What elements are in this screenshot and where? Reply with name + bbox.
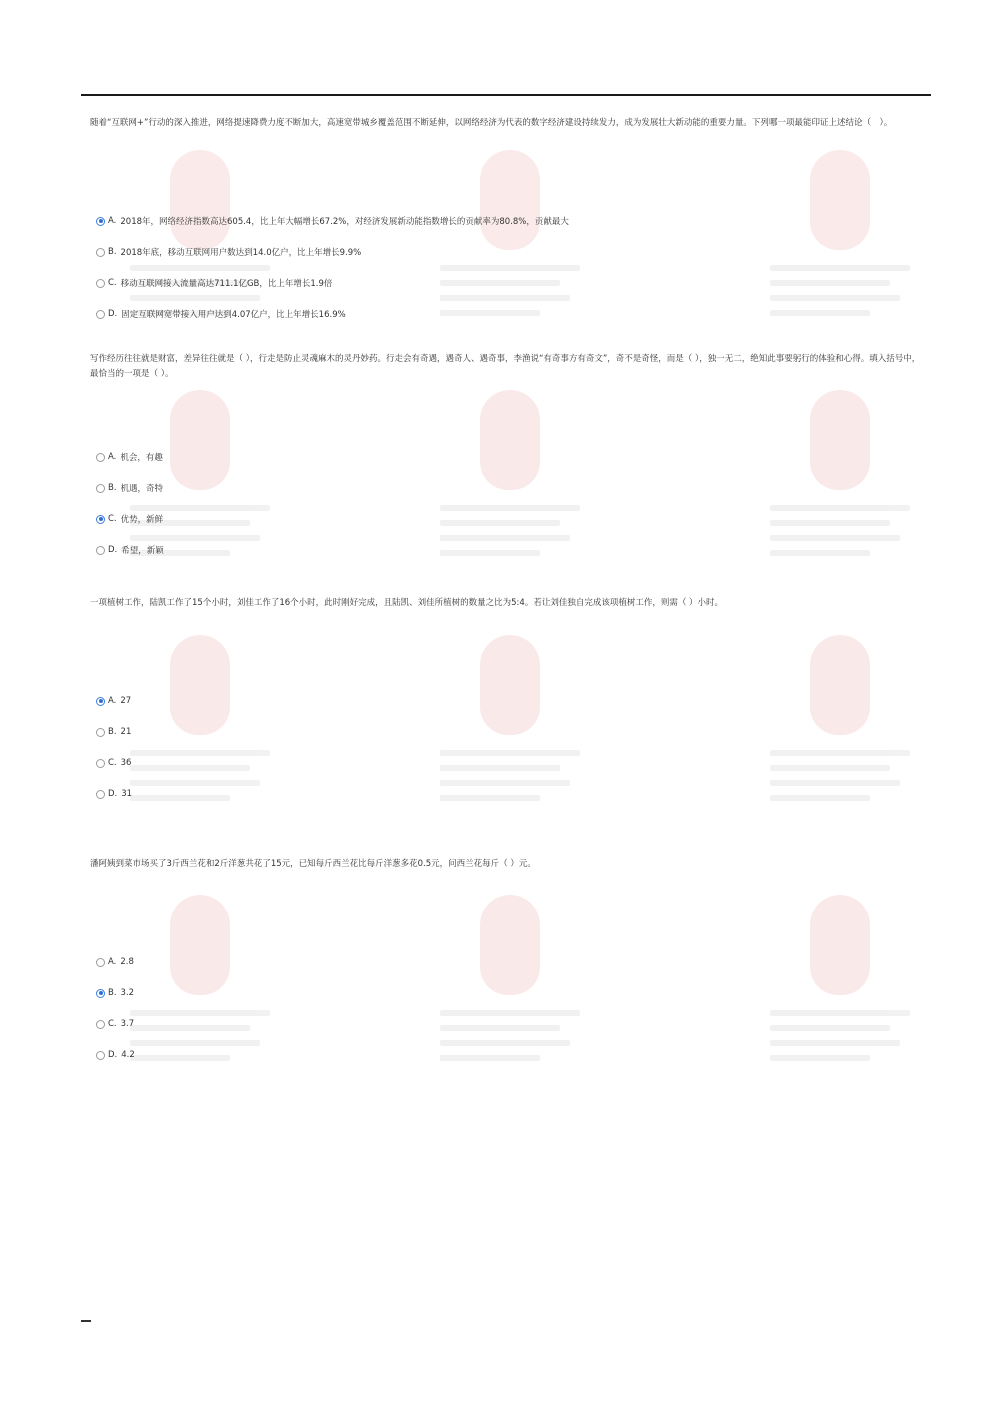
option-text: 3.2 [120, 988, 135, 998]
option-c[interactable] [96, 758, 131, 768]
watermark [440, 140, 590, 330]
radio-button[interactable] [96, 310, 105, 319]
option-letter: A. [108, 216, 117, 226]
option-letter: B. [108, 727, 117, 737]
option-letter: B. [108, 247, 117, 257]
footer-dash [81, 1320, 91, 1322]
option-text: 机遇，奇特 [120, 484, 164, 494]
watermark [440, 380, 590, 570]
option-letter: C. [108, 278, 117, 288]
option-letter: D. [108, 309, 118, 319]
option-b[interactable] [96, 246, 361, 258]
option-a[interactable] [96, 215, 569, 227]
radio-button[interactable] [96, 728, 105, 737]
option-text: 27 [120, 696, 132, 706]
option-c[interactable] [96, 513, 163, 525]
option-text: 21 [120, 727, 132, 737]
question-stem: 一项植树工作，陆凯工作了15个小时，刘佳工作了16个小时，此时刚好完成，且陆凯、刘佳所植树的数量之比为5:4。若让刘佳独自完成该项植树工作，则需（ ）小时。 [90, 598, 724, 608]
top-rule [81, 94, 931, 96]
option-letter: B. [108, 483, 117, 493]
watermark [130, 380, 280, 570]
option-letter: A. [108, 696, 117, 706]
radio-button[interactable] [96, 279, 105, 288]
option-d[interactable] [96, 544, 164, 556]
radio-button[interactable] [96, 546, 105, 555]
option-b[interactable] [96, 727, 131, 737]
watermark [130, 885, 280, 1075]
option-text: 2018年，网络经济指数高达605.4，比上年大幅增长67.2%，对经济发展新动能指数增长的贡献率为80.8%，贡献最大 [120, 217, 569, 227]
option-d[interactable] [96, 308, 346, 320]
option-letter: A. [108, 957, 117, 967]
question-stem: 写作经历往往就是财富，差异往往就是（ ），行走是防止灵魂麻木的灵丹妙药。行走会有奇遇，遇奇人、遇奇事，李渔说“有奇事方有奇文”，奇不是奇怪，而是（ ），独一无二，绝知此事要躬行的体验和心得。填入括号中，最恰当的一项是（ ）。 [90, 354, 921, 379]
option-a[interactable] [96, 957, 134, 967]
option-a[interactable] [96, 696, 131, 706]
watermark [130, 140, 280, 330]
watermark [440, 885, 590, 1075]
option-c[interactable] [96, 1019, 134, 1029]
option-text: 3.7 [120, 1019, 135, 1029]
option-text: 2018年底，移动互联网用户数达到14.0亿户，比上年增长9.9% [120, 248, 362, 258]
radio-button[interactable] [96, 958, 105, 967]
option-text: 希望，新颖 [121, 546, 164, 556]
option-letter: B. [108, 988, 117, 998]
radio-button[interactable] [96, 515, 105, 524]
option-d[interactable] [96, 789, 132, 799]
option-b[interactable] [96, 988, 134, 998]
question-stem: 随着“互联网+”行动的深入推进，网络提速降费力度不断加大，高速宽带城乡覆盖范围不断延伸，以网络经济为代表的数字经济建设持续发力，成为发展壮大新动能的重要力量。下列哪一项最能印证上述结论（ ）。 [90, 118, 893, 128]
watermark [770, 885, 920, 1075]
option-text: 优势，新鲜 [120, 515, 164, 525]
option-text: 2.8 [120, 957, 134, 967]
question-2 [90, 352, 928, 556]
radio-button[interactable] [96, 1020, 105, 1029]
radio-button[interactable] [96, 790, 105, 799]
watermark [770, 380, 920, 570]
radio-button[interactable] [96, 248, 105, 257]
radio-button[interactable] [96, 484, 105, 493]
question-1 [90, 116, 928, 320]
radio-button[interactable] [96, 759, 105, 768]
option-letter: D. [108, 545, 118, 555]
question-3 [90, 596, 928, 799]
option-letter: D. [108, 789, 118, 799]
option-text: 移动互联网接入流量高达711.1亿GB，比上年增长1.9倍 [120, 279, 333, 289]
option-text: 4.2 [121, 1050, 135, 1060]
watermark [130, 625, 280, 815]
option-text: 36 [120, 758, 132, 768]
question-4 [90, 857, 928, 1060]
option-d[interactable] [96, 1050, 135, 1060]
option-text: 机会，有趣 [120, 453, 163, 463]
radio-button[interactable] [96, 1051, 105, 1060]
radio-button[interactable] [96, 989, 105, 998]
option-a[interactable] [96, 451, 163, 463]
radio-button[interactable] [96, 217, 105, 226]
watermark [770, 140, 920, 330]
option-letter: C. [108, 1019, 117, 1029]
option-letter: C. [108, 514, 117, 524]
watermark [770, 625, 920, 815]
option-letter: D. [108, 1050, 118, 1060]
radio-button[interactable] [96, 697, 105, 706]
option-text: 固定互联网宽带接入用户达到4.07亿户，比上年增长16.9% [121, 310, 346, 320]
question-stem: 潘阿姨到菜市场买了3斤西兰花和2斤洋葱共花了15元，已知每斤西兰花比每斤洋葱多花0.5元，问西兰花每斤（ ）元。 [90, 859, 536, 869]
option-text: 31 [121, 789, 133, 799]
option-b[interactable] [96, 482, 163, 494]
watermark [440, 625, 590, 815]
option-letter: C. [108, 758, 117, 768]
option-c[interactable] [96, 277, 332, 289]
radio-button[interactable] [96, 453, 105, 462]
option-letter: A. [108, 452, 117, 462]
